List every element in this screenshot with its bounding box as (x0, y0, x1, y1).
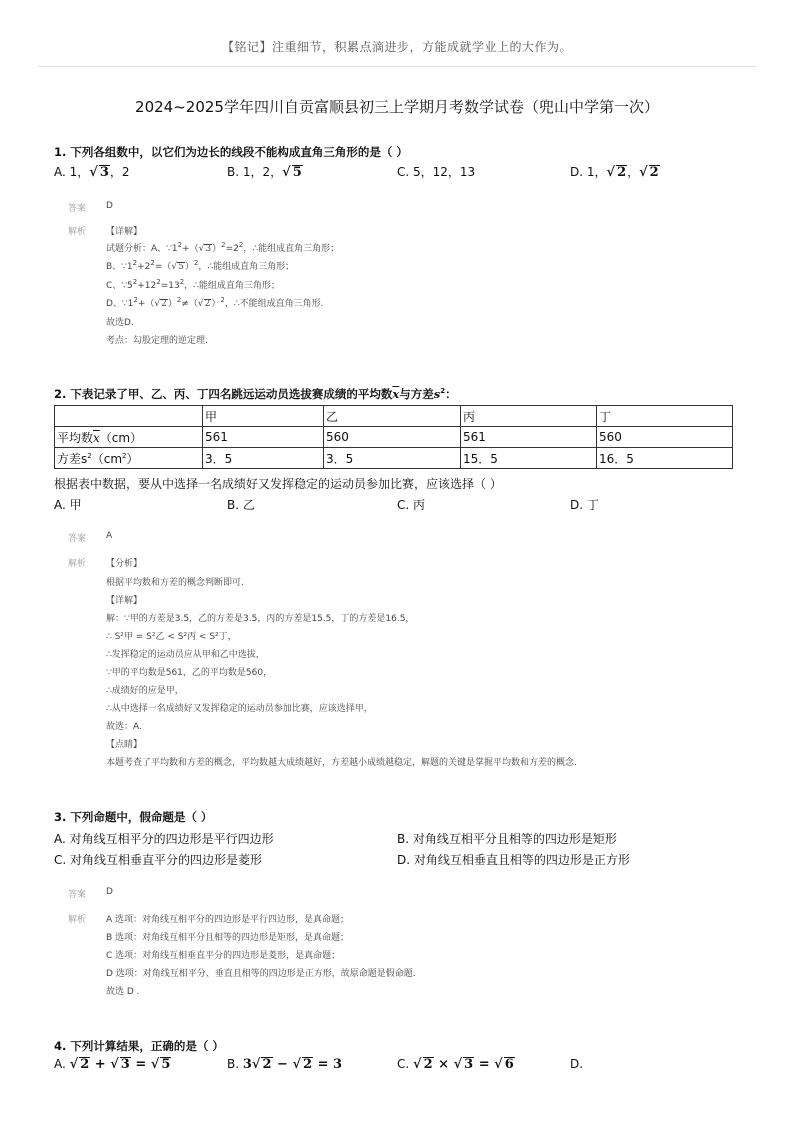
table-header-cell: 乙 (324, 406, 461, 427)
q1-option-b-radicand: 5 (292, 165, 302, 180)
q3-answer: D (106, 887, 113, 897)
q1-detail-tag: 【详解】 (106, 227, 143, 237)
q3-option-c: C. 对角线互相垂直平分的四边形是菱形 (54, 853, 263, 867)
q1-analysis-line-6: 考点：勾股定理的逆定理. (106, 336, 208, 346)
table-row (55, 448, 733, 469)
q1-analysis-line-2: B、$\because 1^2+2^2=(√5)^2$，∴能组成直角三角形； (106, 259, 295, 272)
table-row-label: 方差$s^2(cm^2)$ (55, 448, 203, 469)
q2-detail-line-6: ∴从中选择一名成绩好又发挥稳定的运动员参加比赛，应该选择甲， (106, 704, 373, 714)
table-row-label: 平均数$\overline{x}(cm)$ (55, 427, 203, 448)
q4-option-c: C. √ 2 × √ 3 = √ 6 (397, 1057, 514, 1072)
table-header-cell: 甲 (203, 406, 324, 427)
q1-option-a: A. 1，√ 3，2 (54, 165, 130, 180)
q2-detail-line-4: ∵甲的平均数是561，乙的平均数是560， (106, 668, 273, 678)
table-header-row (55, 406, 733, 427)
motto: 【铭记】注重细节，积累点滴进步，方能成就学业上的大作为。 (221, 40, 572, 54)
q3-analysis-line-1: A 选项：对角线互相平分的四边形是平行四边形，是真命题； (106, 915, 350, 925)
q1-answer-label: 答案 (68, 204, 87, 214)
q2-option-a: A. 甲 (54, 498, 82, 512)
q2-detail-tag: 【详解】 (106, 596, 143, 606)
header-divider (38, 66, 756, 67)
q3-analysis-line-4: D 选项：对角线互相平分、垂直且相等的四边形是正方形，故原命题是假命题. (106, 969, 416, 979)
q3-option-a: A. 对角线互相平分的四边形是平行四边形 (54, 832, 274, 846)
q1-analysis-line-1: 试题分析：A、$\because 1^2+(√3)^2=2^2$，∴能组成直角三角形； (106, 241, 340, 254)
q1-option-b: B. 1，2，√ 5 (227, 165, 302, 180)
q1-answer: D (106, 201, 113, 211)
q1-option-d-radicand-2: 2 (649, 165, 659, 180)
question-4-stem: 4. 下列计算结果，正确的是（ ） (54, 1039, 224, 1053)
q4-option-b: B. 3√ 2 − √ 2 = 3 (227, 1057, 343, 1072)
q1-option-a-radicand: 3 (99, 165, 109, 180)
q1-option-b-prefix: B. 1，2， (227, 165, 283, 179)
q2-option-c: C. 丙 (397, 498, 426, 512)
table-cell: 561 (203, 427, 324, 448)
q1-option-d-radicand-1: 2 (617, 165, 627, 180)
q1-option-c: C. 5，12，13 (397, 165, 476, 179)
q3-analysis-line-3: C 选项：对角线互相垂直平分的四边形是菱形，是真命题； (106, 951, 341, 961)
q1-analysis-line-3: C、$\because 5^2+12^2=13^2$，∴能组成直角三角形； (106, 278, 280, 291)
score-table-wrap (54, 405, 733, 469)
q2-answer-label: 答案 (68, 534, 87, 544)
q2-analysis-label: 解析 (68, 559, 87, 569)
q2-detail-line-1: 解：∵甲的方差是3.5，乙的方差是3.5，丙的方差是15.5，丁的方差是16.5， (106, 614, 415, 624)
page-title: 2024~2025学年四川自贡富顺县初三上学期月考数学试卷（兜山中学第一次） (135, 98, 659, 116)
q1-analysis-line-5: 故选D. (106, 318, 134, 328)
q2-point-text: 本题考查了平均数和方差的概念，平均数越大成绩越好，方差越小成绩越稳定，解题的关键是掌握平均数和方差的概念. (106, 758, 577, 768)
q4-option-d: D. (570, 1057, 584, 1071)
q2-detail-line-3: ∴发挥稳定的运动员应从甲和乙中选拔， (106, 650, 265, 660)
q2-detail-line-2: ∴ S²甲 = S²乙 < S²丙 < S²丁， (106, 632, 237, 642)
q1-analysis-line-4: D、$\because 1^2+(√2)^2\ne(√2)^2$，∴不能组成直角三角形. (106, 296, 324, 309)
q2-detail-line-5: ∴成绩好的应是甲， (106, 686, 184, 696)
q1-analysis-label: 解析 (68, 227, 87, 237)
table-cell: 561 (461, 427, 597, 448)
question-3-stem: 3. 下列命题中，假命题是（ ） (54, 810, 213, 824)
table-row (55, 427, 733, 448)
table-header-cell: 丁 (597, 406, 733, 427)
question-2-stem: 2. 下表记录了甲、乙、丙、丁四名跳远运动员选拔赛成绩的平均数$\overline{x}$与方差$s^2$： (54, 387, 457, 401)
q3-analysis-line-2: B 选项：对角线互相平分且相等的四边形是矩形，是真命题； (106, 933, 350, 943)
table-header-cell (55, 406, 203, 427)
table-cell: 560 (324, 427, 461, 448)
q1-option-d-sep: ， (627, 165, 640, 179)
score-table (54, 405, 733, 469)
q1-option-a-suffix: ，2 (109, 165, 130, 179)
q2-option-d: D. 丁 (570, 498, 599, 512)
q3-option-d: D. 对角线互相垂直且相等的四边形是正方形 (397, 853, 630, 867)
q2-detail-line-7: 故选：A. (106, 722, 142, 732)
q3-option-b: B. 对角线互相平分且相等的四边形是矩形 (397, 832, 617, 846)
q3-analysis-line-5: 故选 D . (106, 987, 140, 997)
q2-option-b: B. 乙 (227, 498, 255, 512)
q4-option-a: A. √ 2 + √ 3 = √ 5 (54, 1057, 171, 1072)
q1-option-d-prefix: D. 1， (570, 165, 607, 179)
q2-analysis-tag: 【分析】 (106, 559, 143, 569)
q1-option-a-prefix: A. 1， (54, 165, 90, 179)
question-1-stem: 1. 下列各组数中，以它们为边长的线段不能构成直角三角形的是（ ） (54, 145, 408, 159)
q2-point-tag: 【点睛】 (106, 740, 143, 750)
table-cell: 3．5 (324, 448, 461, 469)
table-header-cell: 丙 (461, 406, 597, 427)
q1-option-d: D. 1，√ 2，√ 2 (570, 165, 659, 180)
q2-answer: A (106, 531, 113, 541)
table-cell: 16．5 (597, 448, 733, 469)
q2-analysis-text: 根据平均数和方差的概念判断即可. (106, 578, 244, 588)
q3-answer-label: 答案 (68, 890, 87, 900)
table-cell: 15．5 (461, 448, 597, 469)
table-cell: 3．5 (203, 448, 324, 469)
q3-analysis-label: 解析 (68, 915, 87, 925)
q2-prompt: 根据表中数据，要从中选择一名成绩好又发挥稳定的运动员参加比赛，应该选择（ ） (54, 477, 502, 491)
table-cell: 560 (597, 427, 733, 448)
